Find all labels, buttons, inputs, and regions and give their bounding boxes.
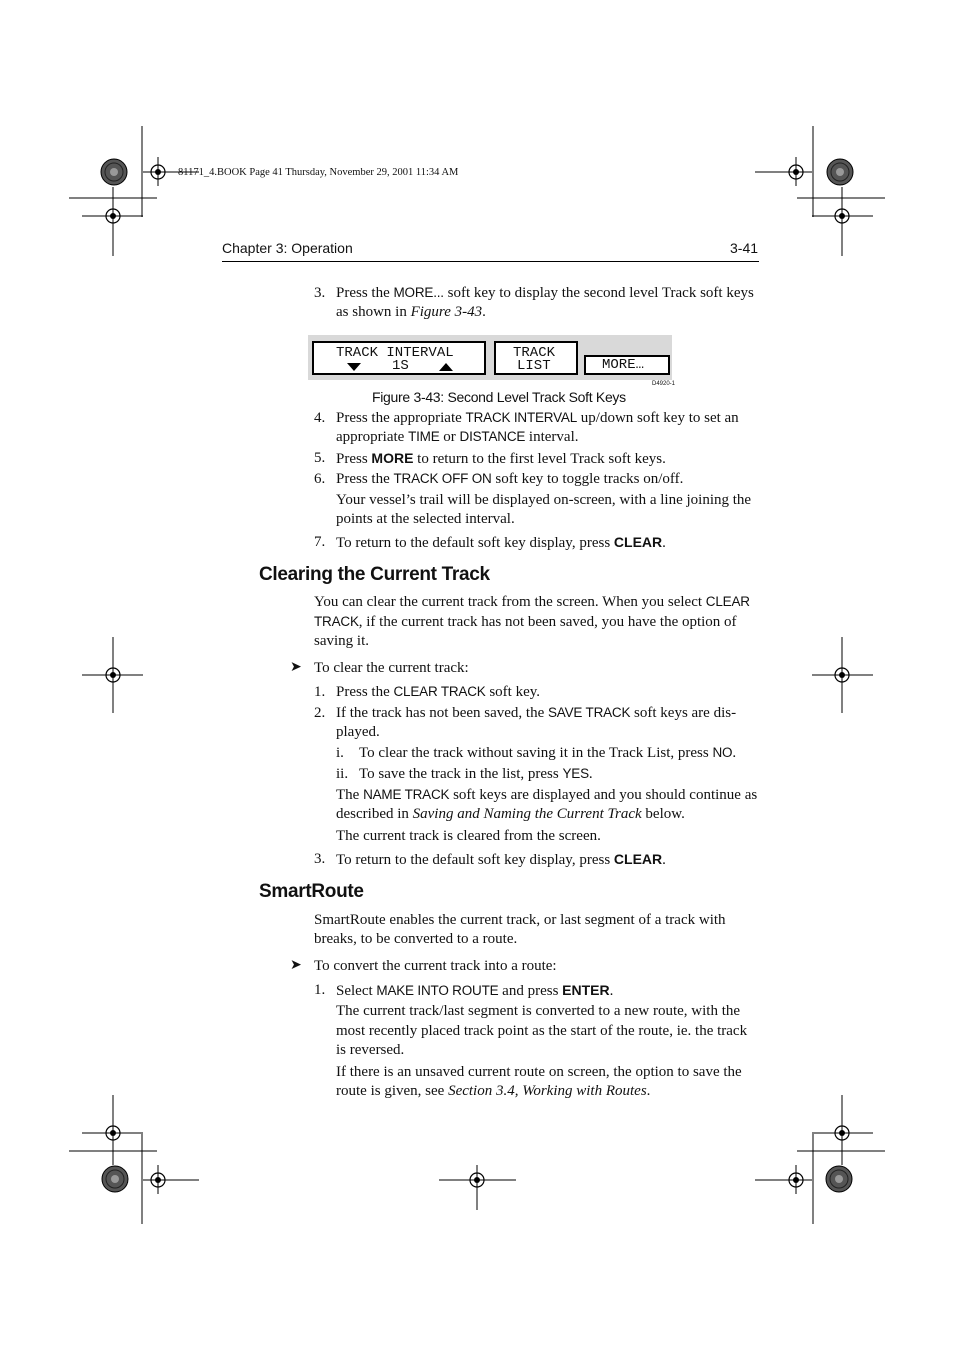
page-number: 3-41 bbox=[730, 240, 759, 256]
step-6-para-2: points at the selected interval. bbox=[336, 511, 515, 527]
softkey-more bbox=[584, 355, 670, 375]
crop-mark-bottom-left bbox=[69, 1095, 199, 1224]
step-3-number: 3. bbox=[314, 285, 326, 301]
heading-clearing-current-track: Clearing the Current Track bbox=[259, 564, 490, 585]
step-5-line-1: Press MORE to return to the first level Track soft keys. bbox=[336, 450, 666, 467]
smartroute-para-4: If there is an unsaved current route on screen, the option to save the bbox=[336, 1064, 742, 1080]
clearing-step-3-text: To return to the default soft key display, press CLEAR. bbox=[336, 851, 666, 868]
clearing-substep-ii-text: To save the track in the list, press YES. bbox=[359, 766, 593, 782]
softkey-track-list-line2: LIST bbox=[517, 358, 551, 374]
step-4-line-1: Press the appropriate TRACK INTERVAL up/down soft key to set an bbox=[336, 410, 739, 426]
smartroute-step-1-text: Select MAKE INTO ROUTE and press ENTER. bbox=[336, 982, 614, 999]
print-meta: 81171_4.BOOK Page 41 Thursday, November 29, 2001 11:34 AM bbox=[178, 167, 459, 178]
smartroute-para-1: The current track/last segment is converted to a new route, with the bbox=[336, 1003, 741, 1019]
smartroute-para-2: most recently placed track point as the start of the route, ie. the track bbox=[336, 1023, 748, 1039]
clearing-intro-line-1: You can clear the current track from the screen. When you select CLEAR bbox=[314, 594, 750, 610]
softkey-track-interval-line2: 1S bbox=[392, 358, 409, 374]
clearing-substep-ii-number: ii. bbox=[336, 766, 349, 782]
softkey-track-interval-line1: TRACK INTERVAL bbox=[336, 345, 454, 361]
step-6-line-1: Press the TRACK OFF ON soft key to toggle tracks on/off. bbox=[336, 471, 684, 487]
arrow-up-icon bbox=[439, 363, 453, 372]
figure-code: D4920-1 bbox=[652, 381, 676, 387]
smartroute-intro-line-2: breaks, to be converted to a route. bbox=[314, 931, 518, 947]
step-5-number: 5. bbox=[314, 450, 326, 466]
step-7-line-1: To return to the default soft key display, press CLEAR. bbox=[336, 534, 666, 551]
crop-mark-middle-left bbox=[82, 637, 143, 713]
clearing-task-title: To clear the current track: bbox=[314, 660, 469, 676]
clearing-step-2-number: 2. bbox=[314, 705, 326, 721]
clearing-step-2-line-1: If the track has not been saved, the SAVE TRACK soft keys are dis- bbox=[336, 705, 737, 721]
crop-mark-middle-right bbox=[812, 637, 873, 713]
crop-mark-bottom-right bbox=[755, 1095, 885, 1224]
header-rule bbox=[222, 261, 759, 262]
step-7-number: 7. bbox=[314, 534, 326, 550]
clearing-step-3-number: 3. bbox=[314, 851, 326, 867]
smartroute-step-1-number: 1. bbox=[314, 982, 326, 998]
softkey-more-label: MORE… bbox=[602, 357, 645, 373]
clearing-step-2-line-2: played. bbox=[336, 724, 380, 740]
crop-mark-bottom-center bbox=[439, 1165, 516, 1210]
clearing-para-1: The NAME TRACK soft keys are displayed and you should continue as bbox=[336, 787, 758, 803]
crop-mark-top-right bbox=[755, 126, 885, 256]
section-reference: Section 3.4, Working with Routes bbox=[448, 1083, 647, 1099]
softkey-track-list bbox=[494, 341, 578, 375]
arrow-down-icon bbox=[347, 363, 361, 372]
figure-caption: Figure 3-43: Second Level Track Soft Keys bbox=[372, 389, 626, 405]
step-6-number: 6. bbox=[314, 471, 326, 487]
chapter-header: Chapter 3: Operation bbox=[222, 240, 353, 256]
smartroute-para-3: is reversed. bbox=[336, 1042, 405, 1058]
softkey-figure bbox=[308, 335, 672, 380]
smartroute-intro-line-1: SmartRoute enables the current track, or last segment of a track with bbox=[314, 912, 726, 928]
task-arrow-icon: ➤ bbox=[290, 660, 302, 675]
crop-mark-top-left bbox=[69, 126, 199, 256]
step-4-number: 4. bbox=[314, 410, 326, 426]
clearing-substep-i-number: i. bbox=[336, 745, 344, 761]
step-3-line-1: Press the MORE... soft key to display the second level Track soft keys bbox=[336, 285, 754, 301]
clearing-para-2: described in Saving and Naming the Current Track below. bbox=[336, 806, 685, 822]
heading-smartroute: SmartRoute bbox=[259, 881, 364, 902]
softkey-track-list-line1: TRACK bbox=[513, 345, 556, 361]
task-arrow-icon: ➤ bbox=[290, 958, 302, 973]
clearing-substep-i-text: To clear the track without saving it in the Track List, press NO. bbox=[359, 745, 737, 761]
figure-reference: Figure 3-43 bbox=[410, 304, 483, 320]
section-reference: Saving and Naming the Current Track bbox=[412, 806, 642, 822]
clearing-step-1-text: Press the CLEAR TRACK soft key. bbox=[336, 684, 541, 700]
step-3-line-2: as shown in Figure 3-43. bbox=[336, 304, 486, 320]
step-4-line-2: appropriate TIME or DISTANCE interval. bbox=[336, 429, 579, 445]
clearing-step-1-number: 1. bbox=[314, 684, 326, 700]
softkey-track-interval bbox=[312, 341, 486, 375]
clearing-para-3: The current track is cleared from the screen. bbox=[336, 828, 601, 844]
clearing-intro-line-3: saving it. bbox=[314, 633, 369, 649]
smartroute-para-5: route is given, see Section 3.4, Working with Routes. bbox=[336, 1083, 651, 1099]
clearing-intro-line-2: TRACK, if the current track has not been saved, you have the option of bbox=[314, 614, 737, 630]
smartroute-task-title: To convert the current track into a route: bbox=[314, 958, 557, 974]
step-6-para-1: Your vessel’s trail will be displayed on-screen, with a line joining the bbox=[336, 492, 752, 508]
